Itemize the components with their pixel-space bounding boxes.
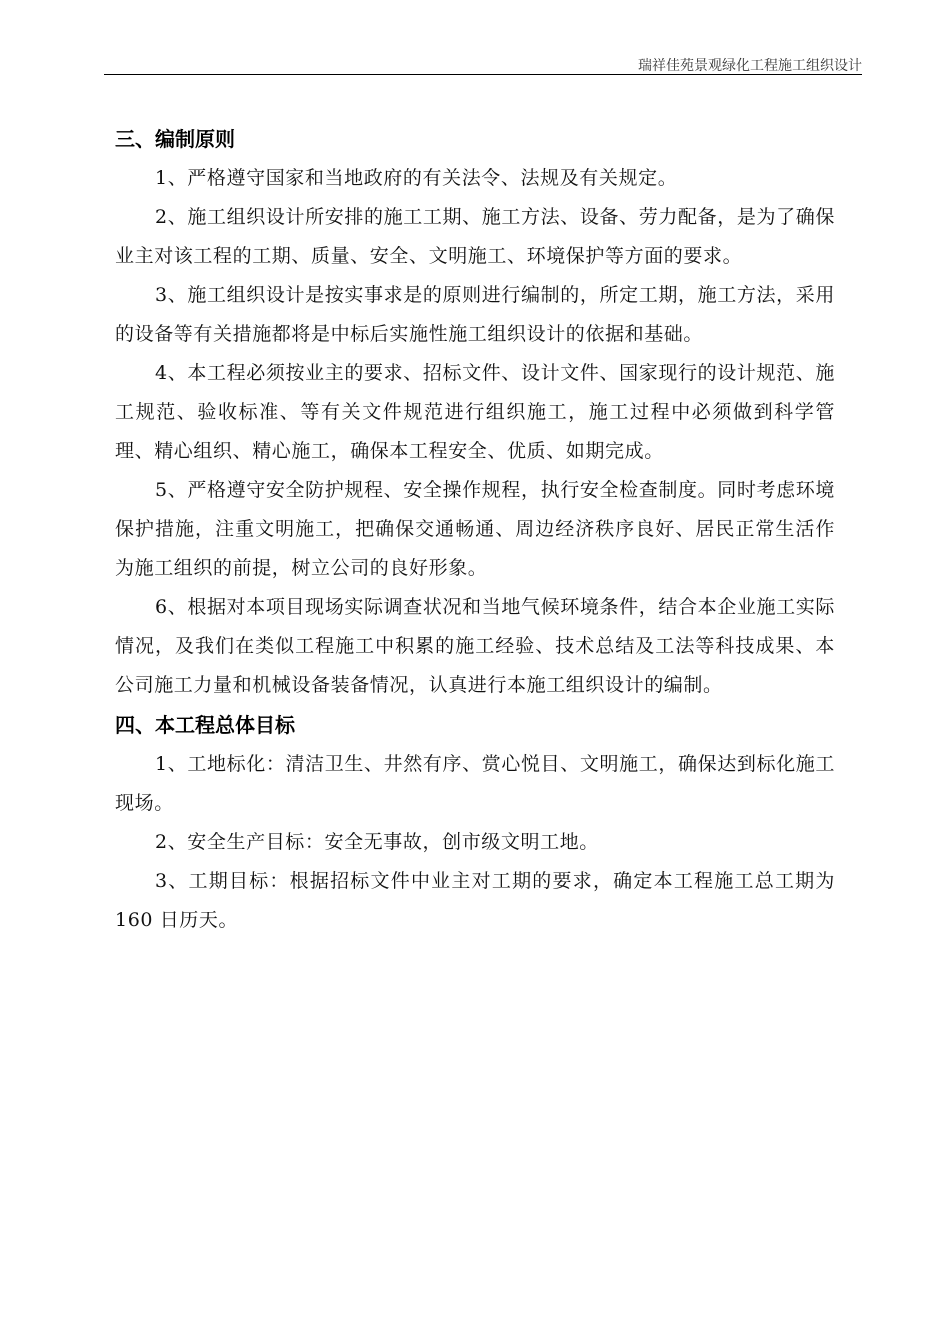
goal-paragraph-3: 3、工期目标：根据招标文件中业主对工期的要求，确定本工程施工总工期为160 日历天。: [115, 870, 835, 931]
running-header: 瑞祥佳苑景观绿化工程施工组织设计: [638, 58, 862, 74]
section-heading-overall-goals: 四、本工程总体目标: [115, 713, 295, 737]
principle-paragraph-6: 6、根据对本项目现场实际调查状况和当地气候环境条件，结合本企业施工实际情况，及我们在类似工程施工中积累的施工经验、技术总结及工法等科技成果、本公司施工力量和机械设备装备情况，认真进行本施工组织设计的编制。: [115, 596, 835, 696]
goal-paragraph-2: 2、安全生产目标：安全无事故，创市级文明工地。: [155, 831, 599, 853]
principle-paragraph-3: 3、施工组织设计是按实事求是的原则进行编制的，所定工期，施工方法，采用的设备等有关措施都将是中标后实施性施工组织设计的依据和基础。: [115, 284, 835, 345]
header-rule: [104, 74, 862, 75]
principle-paragraph-5: 5、严格遵守安全防护规程、安全操作规程，执行安全检查制度。同时考虑环境保护措施，注重文明施工，把确保交通畅通、周边经济秩序良好、居民正常生活作为施工组织的前提，树立公司的良好形象。: [115, 479, 835, 579]
document-body: [115, 119, 835, 940]
principle-paragraph-2: 2、施工组织设计所安排的施工工期、施工方法、设备、劳力配备，是为了确保业主对该工程的工期、质量、安全、文明施工、环境保护等方面的要求。: [115, 206, 835, 267]
principle-paragraph-1: 1、严格遵守国家和当地政府的有关法令、法规及有关规定。: [155, 167, 678, 189]
section-heading-compilation-principles: 三、编制原则: [115, 127, 235, 151]
goal-paragraph-1: 1、工地标化：清洁卫生、井然有序、赏心悦目、文明施工，确保达到标化施工现场。: [115, 753, 835, 814]
principle-paragraph-4: 4、本工程必须按业主的要求、招标文件、设计文件、国家现行的设计规范、施工规范、验收标准、等有关文件规范进行组织施工，施工过程中必须做到科学管理、精心组织、精心施工，确保本工程安全、优质、如期完成。: [115, 362, 835, 462]
